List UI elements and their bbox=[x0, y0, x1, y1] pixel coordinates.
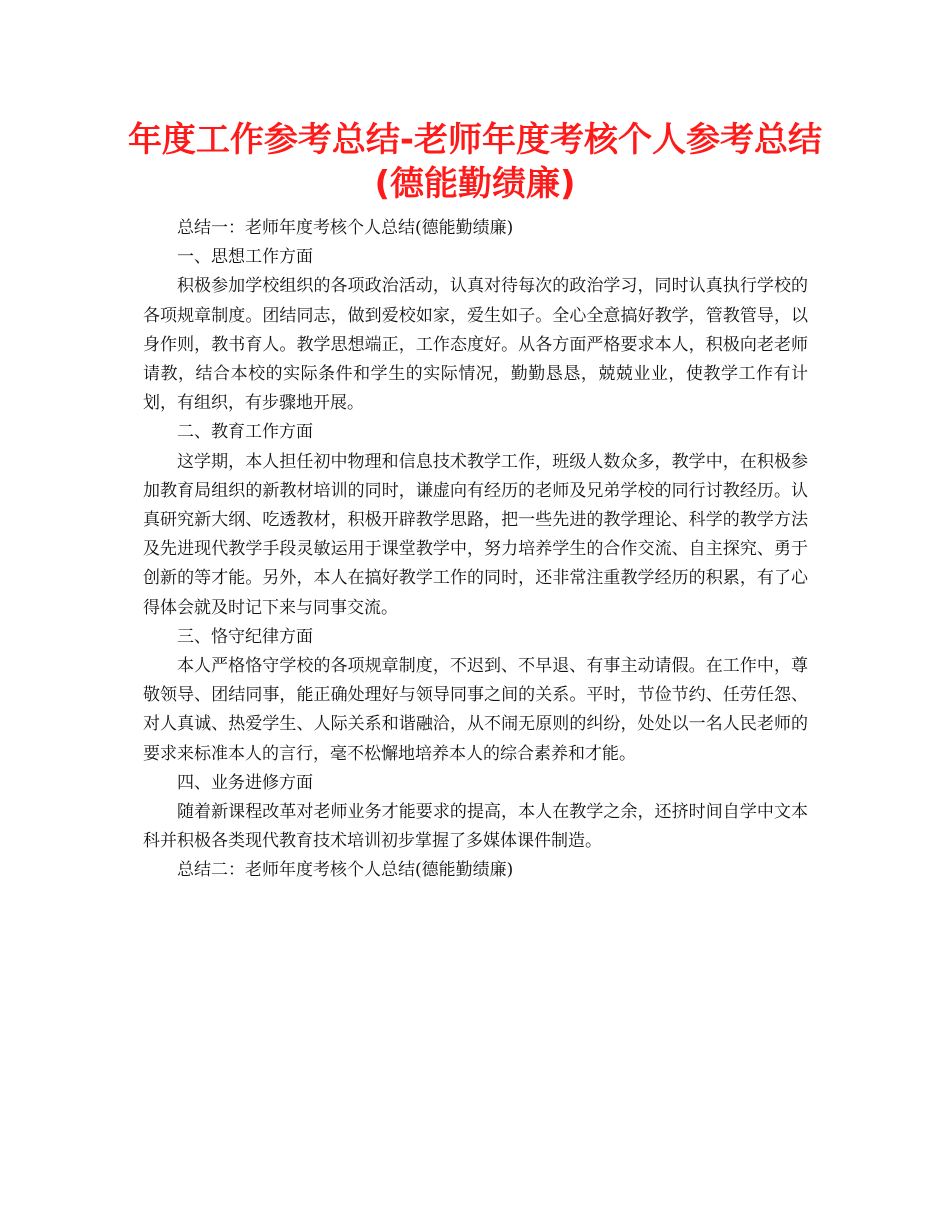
title-line-2: (德能勤绩廉) bbox=[374, 164, 576, 204]
document-body bbox=[143, 214, 808, 886]
title-line-1: 年度工作参考总结-老师年度考核个人参考总结 bbox=[127, 120, 823, 160]
section-heading-ideology: 一、思想工作方面 bbox=[177, 247, 313, 268]
paragraph-ideology: 积极参加学校组织的各项政治活动，认真对待每次的政治学习，同时认真执行学校的各项规章制度。团结同志，做到爱校如家，爱生如子。全心全意搞好教学，管教管导，以身作则，教书育人。教学思想端正，工作态度好。从各方面严格要求本人，积极向老老师请教，结合本校的实际条件和学生的实际情况，勤勤恳恳，兢兢业业，使教学工作有计划，有组织，有步骤地开展。 bbox=[143, 276, 808, 414]
section-heading-discipline: 三、恪守纪律方面 bbox=[177, 626, 313, 647]
section-heading-study: 四、业务进修方面 bbox=[177, 772, 313, 793]
paragraph-discipline: 本人严格恪守学校的各项规章制度，不迟到、不早退、有事主动请假。在工作中，尊敬领导、团结同事，能正确处理好与领导同事之间的关系。平时，节俭节约、任劳任怨、对人真诚、热爱学生、人际关系和谐融洽，从不闹无原则的纠纷，处处以一名人民老师的要求来标准本人的言行，毫不松懈地培养本人的综合素养和才能。 bbox=[143, 656, 808, 764]
document-title bbox=[120, 118, 830, 206]
paragraph-study: 随着新课程改革对老师业务才能要求的提高，本人在教学之余，还挤时间自学中文本科并积极各类现代教育技术培训初步掌握了多媒体课件制造。 bbox=[143, 802, 808, 852]
summary-two-heading: 总结二：老师年度考核个人总结(德能勤绩廉) bbox=[177, 860, 514, 881]
section-heading-education: 二、教育工作方面 bbox=[177, 422, 313, 443]
paragraph-education: 这学期，本人担任初中物理和信息技术教学工作，班级人数众多，教学中，在积极参加教育局组织的新教材培训的同时，谦虚向有经历的老师及兄弟学校的同行讨教经历。认真研究新大纲、吃透教材，积极开辟教学思路，把一些先进的教学理论、科学的教学方法及先进现代教学手段灵敏运用于课堂教学中，努力培养学生的合作交流、自主探究、勇于创新的等才能。另外，本人在搞好教学工作的同时，还非常注重教学经历的积累，有了心得体会就及时记下来与同事交流。 bbox=[143, 451, 808, 618]
summary-one-heading: 总结一：老师年度考核个人总结(德能勤绩廉) bbox=[177, 218, 514, 238]
